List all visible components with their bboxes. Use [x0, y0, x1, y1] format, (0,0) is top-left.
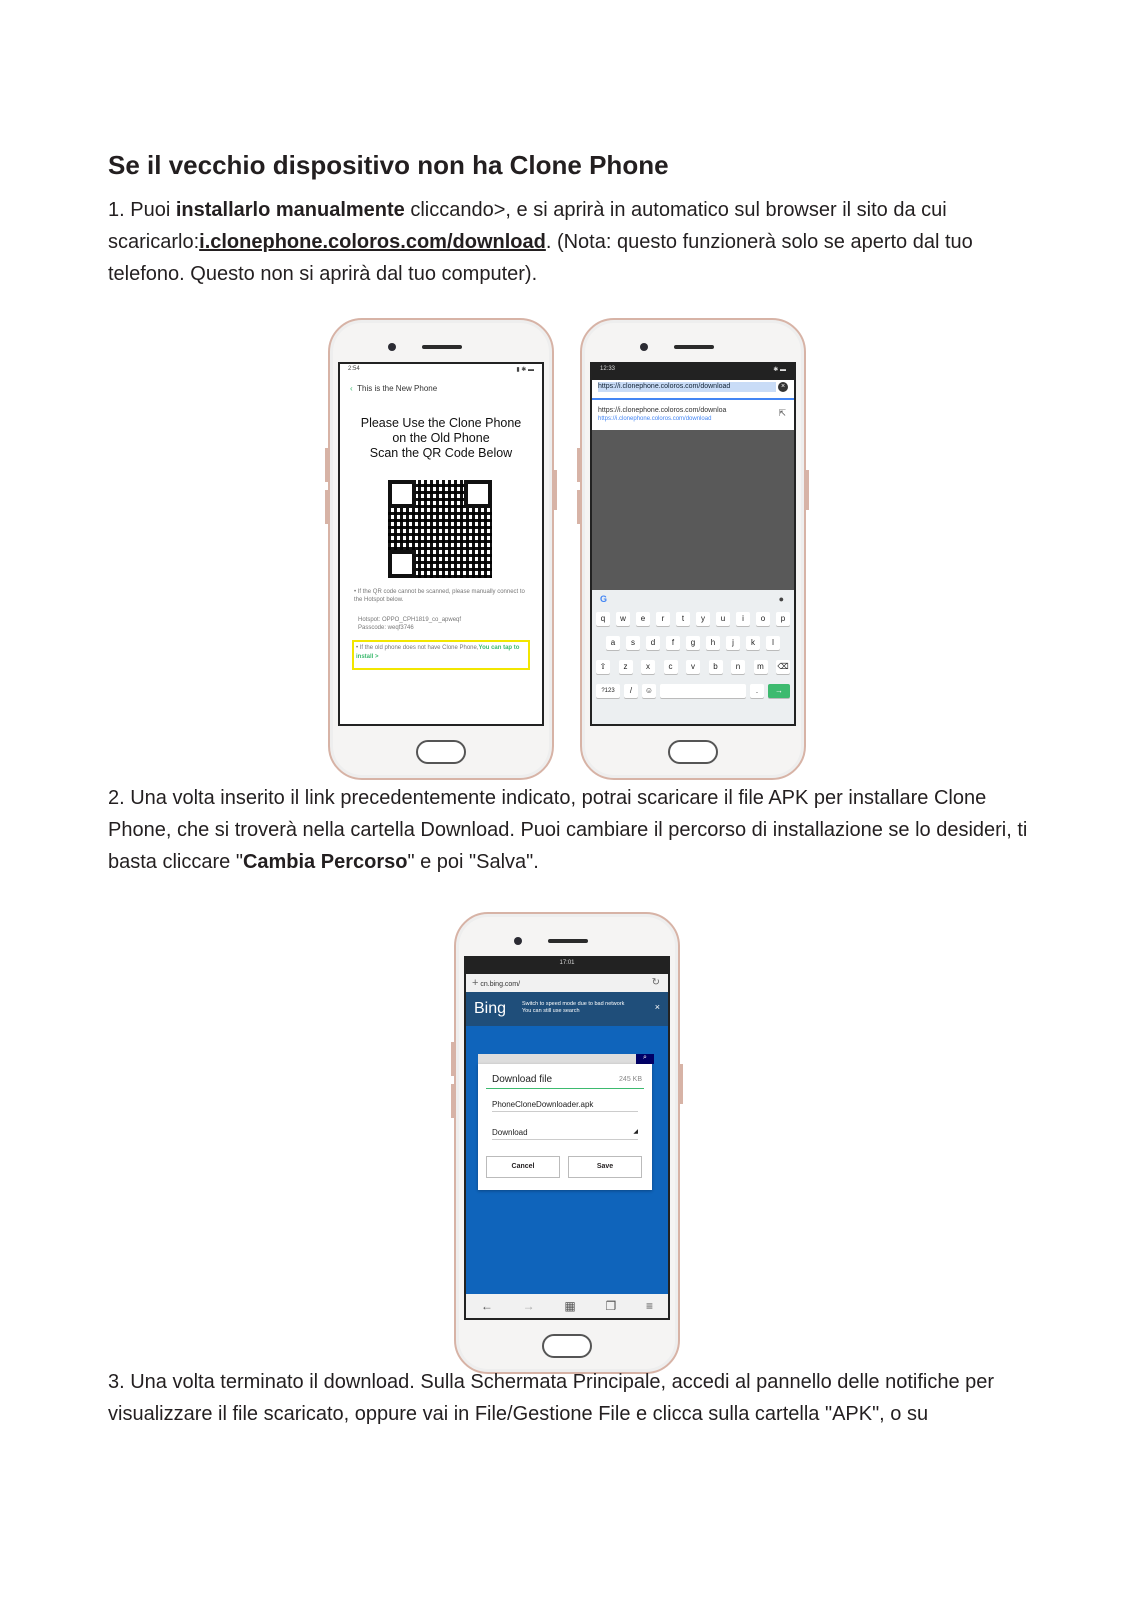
file-size: 245 KB [619, 1076, 642, 1083]
back-row[interactable] [350, 384, 437, 393]
mic-icon[interactable]: ● [778, 594, 784, 604]
banner-line-1: Switch to speed mode due to bad network [522, 1001, 625, 1007]
download-dialog [478, 1064, 652, 1190]
shift-icon[interactable]: ⇧ [596, 660, 610, 674]
dialog-title: Download file [492, 1074, 553, 1085]
hint-text: • If the old phone does not have Clone Phone, [356, 645, 479, 651]
folder-value: Download [492, 1128, 528, 1137]
key-v[interactable]: v [686, 660, 700, 674]
clear-icon[interactable]: × [778, 382, 788, 392]
url-suggestion[interactable]: https://i.clonephone.coloros.com/downloa https://i.clonephone.coloros.com/download [598, 407, 727, 422]
key-p[interactable]: p [776, 612, 790, 626]
speaker-grill [548, 939, 588, 943]
browser-toolbar [466, 1294, 668, 1318]
p1-text-b: cliccando>, e si aprirà in automatico sul browser il sito da cui scaricarlo: [108, 199, 947, 253]
download-link[interactable]: i.clonephone.coloros.com/download [199, 231, 546, 253]
paragraph-3: 3. Una volta terminato il download. Sulla Schermata Principale, accedi al pannello delle notifiche per visualizzare il file scaricato, oppure vai in File/Gestione File e clicca sulla cartella "APK", o su [108, 1371, 995, 1425]
backspace-icon[interactable]: ⌫ [776, 660, 790, 674]
phone-image-browser [580, 318, 806, 780]
phone2-screen: 12:33 ✱ ▬ https://i.clonephone.coloros.com/download × https://i.clonephone.coloros.com/downloa https://i.clonephone.coloros.com/download ⇱ G ● q w e r t y u i o p a s d f g h j k l ⇧ z x c v b n m ⌫ ?123 / ☺ . → [590, 362, 796, 726]
key-c[interactable]: c [664, 660, 678, 674]
bing-logo: Bing [474, 1000, 507, 1017]
key-numbers[interactable]: ?123 [596, 684, 620, 698]
emoji-icon[interactable]: ☺ [642, 684, 656, 698]
key-r[interactable]: r [656, 612, 670, 626]
speaker-grill [674, 345, 714, 349]
refresh-icon[interactable]: ↻ [651, 977, 660, 988]
key-space[interactable] [660, 684, 746, 698]
key-e[interactable]: e [636, 612, 650, 626]
status-time: 2:54 [348, 366, 360, 372]
key-s[interactable]: s [626, 636, 640, 650]
search-icon[interactable]: ⌕ [636, 1054, 654, 1064]
phone1-screen: 2:54 ▮ ✱ ▬ ‹ This is the New Phone Please Use the Clone Phone on the Old Phone Scan the QR Code Below • If the QR code cannot be scanned, please manually connect to the Hotspot below. Hotspot: OPPO_CPH1819_co_apweqf Passcode: weqf3746 • If the old phone does not have Clone Phone,You can tap to install > [338, 362, 544, 726]
page-content-dark [592, 430, 794, 590]
p2-text-b: " e poi "Salva". [407, 851, 539, 873]
address-bar[interactable] [466, 974, 668, 992]
key-d[interactable]: d [646, 636, 660, 650]
qr-instructions: Please Use the Clone Phone on the Old Phone Scan the QR Code Below [360, 416, 522, 460]
keyboard [592, 590, 794, 724]
qr-code [388, 480, 492, 578]
key-z[interactable]: z [619, 660, 633, 674]
dropdown-icon: ◢ [633, 1129, 638, 1135]
key-f[interactable]: f [666, 636, 680, 650]
tap-to-install-link[interactable]: You can tap to install > [356, 645, 520, 660]
back-arrow-icon[interactable]: ← [480, 1299, 493, 1313]
key-k[interactable]: k [746, 636, 760, 650]
menu-icon[interactable]: ≡ [646, 1299, 654, 1313]
search-box[interactable] [478, 1054, 636, 1064]
p2-text-a: 2. Una volta inserito il link precedentemente indicato, potrai scaricare il file APK per installare Clone Phone, che si troverà nella cartella Download. Puoi cambiare il percorso di installazione se lo desideri, ti basta cliccare " [108, 787, 1028, 873]
key-o[interactable]: o [756, 612, 770, 626]
key-u[interactable]: u [716, 612, 730, 626]
banner-close-icon[interactable]: × [654, 1002, 660, 1012]
plus-icon[interactable]: + [472, 977, 479, 989]
save-button[interactable]: Save [568, 1156, 642, 1178]
paragraph-2 [108, 782, 1038, 878]
key-g[interactable]: g [686, 636, 700, 650]
key-l[interactable]: l [766, 636, 780, 650]
p2-bold: Cambia Percorso [242, 851, 408, 873]
back-label: This is the New Phone [357, 384, 438, 393]
folder-select[interactable] [492, 1128, 638, 1140]
speaker-grill [422, 345, 462, 349]
key-t[interactable]: t [676, 612, 690, 626]
p1-text-a: 1. Puoi [108, 199, 176, 221]
back-chevron-icon: ‹ [350, 384, 353, 393]
key-n[interactable]: n [731, 660, 745, 674]
address-url: cn.bing.com/ [480, 981, 521, 988]
key-j[interactable]: j [726, 636, 740, 650]
phone3-screen [464, 956, 670, 1320]
key-q[interactable]: q [596, 612, 610, 626]
url-bar[interactable]: https://i.clonephone.coloros.com/download [598, 382, 776, 392]
section-heading: Se il vecchio dispositivo non ha Clone Phone [108, 150, 669, 180]
bing-banner [466, 992, 668, 1026]
google-icon[interactable]: G [600, 594, 608, 604]
filename-field[interactable]: PhoneCloneDownloader.apk [492, 1100, 638, 1112]
p1-bold: installarlo manualmente [175, 199, 405, 221]
paragraph-1 [108, 194, 1038, 290]
key-i[interactable]: i [736, 612, 750, 626]
install-hint-box[interactable] [352, 640, 530, 670]
key-b[interactable]: b [709, 660, 723, 674]
banner-line-2: You can still use search [522, 1008, 580, 1014]
hotspot-info: Hotspot: OPPO_CPH1819_co_apweqf Passcode: weqf3746 [358, 617, 462, 631]
key-m[interactable]: m [754, 660, 768, 674]
cancel-button[interactable]: Cancel [486, 1156, 560, 1178]
key-w[interactable]: w [616, 612, 630, 626]
p1-text-c: . (Nota: questo funzionerà solo se aperto dal tuo telefono. Questo non si aprirà dal tuo computer). [108, 231, 973, 285]
camera-icon [514, 937, 522, 945]
tabs-icon[interactable]: ❐ [605, 1299, 617, 1313]
phone-image-download [454, 912, 680, 1374]
forward-arrow-icon[interactable]: → [522, 1299, 535, 1313]
grid-icon[interactable]: ▦ [564, 1299, 576, 1313]
key-y[interactable]: y [696, 612, 710, 626]
insert-arrow-icon[interactable]: ⇱ [778, 408, 786, 418]
key-a[interactable]: a [606, 636, 620, 650]
key-dot[interactable]: . [750, 684, 764, 698]
status-time: 12:33 [600, 366, 616, 372]
key-x[interactable]: x [641, 660, 655, 674]
go-arrow-icon[interactable]: → [768, 684, 790, 698]
home-button[interactable] [668, 740, 718, 764]
camera-icon [640, 343, 648, 351]
status-time: 17:01 [559, 960, 575, 966]
key-h[interactable]: h [706, 636, 720, 650]
home-button[interactable] [416, 740, 466, 764]
home-button[interactable] [542, 1334, 592, 1358]
phone-image-qr [328, 318, 554, 780]
qr-note: • If the QR code cannot be scanned, please manually connect to the Hotspot below. [354, 589, 525, 603]
key-slash[interactable]: / [624, 684, 638, 698]
camera-icon [388, 343, 396, 351]
